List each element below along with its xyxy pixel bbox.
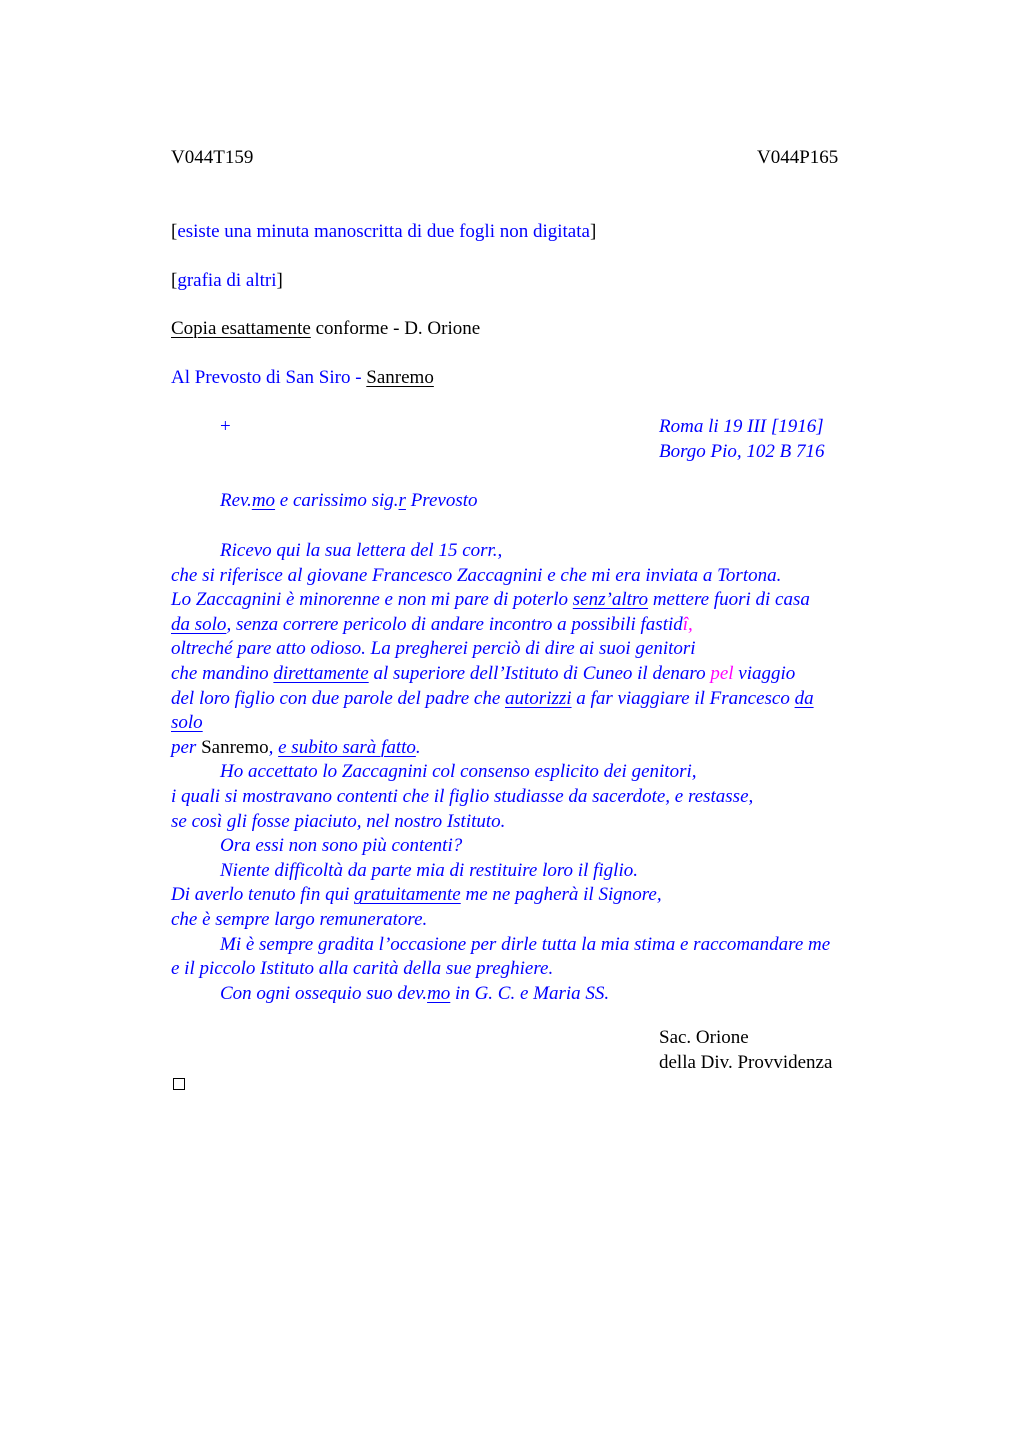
text-run: a far viaggiare il Francesco — [571, 687, 795, 709]
highlight-run: pel — [710, 662, 734, 684]
underlined-run: solo — [171, 712, 203, 734]
body-line: che si riferisce al giovane Francesco Zaccagnini e che mi era inviata a Tortona. — [171, 564, 782, 586]
underlined-run: autorizzi — [505, 687, 572, 709]
cross-mark: + — [220, 416, 231, 437]
body-line — [171, 662, 901, 687]
body-line — [171, 711, 901, 736]
dateline-1 — [659, 415, 824, 439]
text-run: . — [415, 736, 421, 758]
body-line — [171, 982, 901, 1007]
text-run: del loro figlio con due parole del padre che — [171, 687, 506, 709]
body-line: e il piccolo Istituto alla carità della sue preghiere. — [171, 958, 554, 980]
body-line: oltreché pare atto odioso. La pregherei perciò di dire ai suoi genitori — [171, 638, 696, 660]
body-line: Ricevo qui la sua lettera del 15 corr., — [220, 540, 503, 561]
text-run: me ne pagherà il Signore, — [460, 884, 662, 906]
body-line: i quali si mostravano contenti che il figlio studiasse da sacerdote, e restasse, — [171, 785, 754, 807]
copia-line — [171, 317, 480, 341]
note-grafia-text: grafia di altri — [177, 270, 277, 291]
letter-body — [171, 539, 901, 1006]
body-line: che è sempre largo remuneratore. — [171, 908, 428, 930]
signature-title: della Div. Provvidenza — [659, 1052, 833, 1073]
text-run: che mandino — [171, 662, 274, 684]
underlined-run: da solo — [171, 613, 227, 635]
underlined-run: e subito sarà fatto — [278, 736, 416, 758]
dateline-2: Borgo Pio, 102 B 716 — [659, 441, 825, 462]
note-grafia: [grafia di altri] — [171, 270, 283, 291]
text-run: Con ogni ossequio suo dev. — [220, 982, 428, 1004]
header-left-code: V044T159 — [171, 147, 254, 168]
body-line — [171, 687, 901, 712]
salutation-superscript: mo — [251, 490, 276, 511]
text-run: , senza correre pericolo di andare incontro a possibili fastid — [226, 613, 683, 635]
addressee-line — [171, 366, 434, 390]
underlined-run: gratuitamente — [354, 884, 461, 906]
salutation — [220, 489, 478, 513]
copia-rest: conforme - D. Orione — [310, 318, 481, 339]
addressee-city: Sanremo — [366, 367, 434, 388]
addressee-text: Al Prevosto di San Siro - — [171, 367, 367, 388]
text-run: al superiore dell’Istituto di Cuneo il denaro — [368, 662, 711, 684]
text-run: mettere fuori di casa — [648, 589, 810, 611]
note-minuta: [esiste una minuta manoscritta di due fogli non digitata] — [171, 221, 597, 242]
body-line: se così gli fosse piaciuto, nel nostro Istituto. — [171, 810, 506, 832]
signature-name: Sac. Orione — [659, 1027, 749, 1048]
header-right-code: V044P165 — [757, 147, 839, 168]
text-run: viaggio — [733, 662, 796, 684]
highlight-run: î, — [682, 613, 693, 635]
text-run: Di averlo tenuto fin qui — [171, 884, 355, 906]
underlined-run: da — [794, 687, 814, 709]
body-line — [171, 613, 901, 638]
body-line: Ora essi non sono più contenti? — [220, 835, 463, 857]
note-minuta-text: esiste una minuta manoscritta di due fogli non digitata — [177, 221, 590, 242]
underlined-run: direttamente — [273, 662, 369, 684]
underlined-run: senz’altro — [572, 589, 649, 611]
salutation-superscript: r — [398, 490, 406, 511]
body-line — [171, 736, 901, 761]
text-run: , — [268, 736, 279, 758]
copia-underlined: Copia esattamente — [171, 318, 311, 339]
body-line: Niente difficoltà da parte mia di restituire loro il figlio. — [220, 859, 638, 881]
body-line — [171, 883, 901, 908]
body-line: Mi è sempre gradita l’occasione per dirle tutta la mia stima e raccomandare me — [220, 933, 831, 955]
body-line — [171, 588, 901, 613]
end-box-icon — [173, 1078, 185, 1090]
salutation-part: Rev. — [220, 490, 252, 511]
dateline-date: Roma li 19 III — [659, 416, 771, 437]
city-run: Sanremo — [201, 736, 269, 758]
text-run: in G. C. e Maria SS. — [450, 982, 610, 1004]
body-line: Ho accettato lo Zaccagnini col consenso esplicito dei genitori, — [220, 761, 697, 783]
underlined-run: mo — [427, 982, 451, 1004]
text-run: per — [171, 736, 202, 758]
text-run: Lo Zaccagnini è minorenne e non mi pare di poterlo — [171, 589, 573, 611]
dateline-year: [1916] — [770, 416, 824, 437]
salutation-part: e carissimo sig. — [275, 490, 399, 511]
salutation-part: Prevosto — [405, 490, 478, 511]
